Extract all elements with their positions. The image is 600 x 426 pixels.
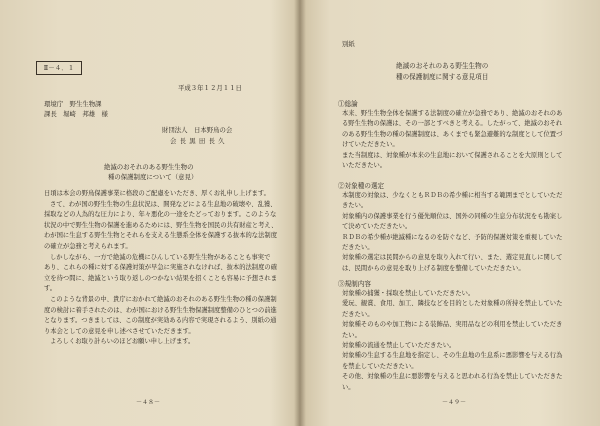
left-page bbox=[0, 0, 296, 426]
body-line: 日頃は本会の野鳥保護事業に格段のご配慮をいただき、厚くお礼申し上げます。 bbox=[44, 190, 270, 197]
sender-name: 会 長 黒 田 長 久 bbox=[170, 137, 226, 145]
section-line: 対象種の流通を禁止していただきたい。 bbox=[342, 342, 456, 350]
section-line: 対象種の捕獲・採取を禁止していただきたい。 bbox=[342, 290, 475, 297]
section-line: い。 bbox=[342, 383, 355, 391]
section-line: 本制度の対象は、少なくともＲＤＢの希少種に相当する範囲までとしていただ bbox=[342, 192, 563, 199]
letter-body bbox=[44, 189, 277, 348]
body-line: す。 bbox=[44, 285, 57, 293]
section-regulations bbox=[338, 279, 562, 393]
sender-org: 財団法人 日本野鳥の会 bbox=[162, 126, 233, 134]
section-line: 対象種の生息する生息地を指定し、その生息地の生息系に悪影響を与える行為 bbox=[342, 352, 563, 360]
page-number-right: －４９－ bbox=[442, 399, 467, 406]
body-line: さて、わが国の野生生物の生息状況は、開発などによる生息地の破壊や、乱獲、 bbox=[50, 200, 277, 208]
body-line: 度の検討に着手されたのは、わが国における野生生物保護制度整備のひとつの前進 bbox=[44, 306, 277, 314]
section-line: また当制度は、対象種が本来の生息地において保護されることを大原則として bbox=[342, 151, 563, 159]
section-line: 本来、野生生物全体を保護する法制度の確立が急務であり、絶滅のおそれのあ bbox=[342, 110, 563, 117]
section-line: 対象種そのものや加工物による装飾品、実用品などの利用を禁止していただき bbox=[342, 321, 563, 329]
right-page bbox=[304, 0, 600, 426]
body-line: このような背景の中、貴庁におかれて絶滅のおそれのある野生生物の種の保護制 bbox=[50, 295, 277, 303]
section-line: その他、対象種の生息に悪影響を与えると思われる行為を禁止していただきた bbox=[342, 373, 563, 381]
section-line: けていただきたい。 bbox=[342, 141, 399, 149]
body-line: あり、これらの種に対する保護対策が早急に実施されなければ、抜本的法制度の確 bbox=[44, 264, 277, 272]
subject-line-1: 絶滅のおそれのある野生生物の bbox=[104, 163, 194, 171]
letter-date: 平成３年１２月１１日 bbox=[178, 84, 242, 92]
body-line: の確立が急務と考えられます。 bbox=[44, 242, 132, 250]
body-line: り本会としての意見を申し述べさせていただきます。 bbox=[44, 327, 195, 335]
section-line: のある野生生物の種の保護制度は、あくまでも緊急避難的な制度として位置づ bbox=[342, 130, 563, 138]
heading-line-2: 種の保護制度に関する意見項目 bbox=[396, 73, 489, 81]
section-line: を禁止していただきたい。 bbox=[342, 362, 418, 370]
section-line: きたい。 bbox=[342, 202, 368, 210]
section-line: て決めていただきたい。 bbox=[342, 223, 412, 231]
section-line: いただきたい。 bbox=[342, 162, 387, 170]
section-general bbox=[338, 99, 562, 171]
section-line: ＲＤＢの希少種が絶滅種になるのを防ぐなど、予防的保護対策を重視していた bbox=[342, 233, 563, 241]
recipient-org: 環境庁 野生生物課 bbox=[44, 100, 102, 108]
body-line: 状況の中で野生生物の保護を進めるためには、野生生物を国民の共有財産と考え、 bbox=[44, 221, 278, 229]
section-line: 対象種内の保護事業を行う優先順位は、国外の同種の生息分布状況をも勘案し bbox=[342, 212, 563, 220]
heading-line-1: 絶滅のおそれのある野生生物の bbox=[396, 62, 489, 70]
section-line: る野生生物の保護は、その一部とすべきと考える。したがって、絶滅のおそれ bbox=[342, 120, 563, 128]
subject-line-2: 種の保護制度について（意見） bbox=[108, 173, 198, 181]
section-line: だきたい。 bbox=[342, 244, 374, 252]
section-title: ①総論 bbox=[338, 100, 358, 108]
section-species-selection bbox=[338, 181, 562, 274]
section-line: は、民間からの意見を取り上げる制度を整備していただきたい。 bbox=[342, 264, 525, 272]
body-line: しかしながら、一方で絶滅の危機にひんしている野生生物があることも事実で bbox=[50, 253, 271, 261]
body-line: わが国に生息する野生生物とそれらを支える生態系全体を保護する抜本的な法制度 bbox=[44, 232, 277, 240]
document-id-box: Ⅱ－４．１ bbox=[36, 61, 82, 75]
body-line: となります。つきましては、この制度が実効ある内容で実現されるよう、別紙の通 bbox=[44, 317, 277, 325]
section-line: だきたい。 bbox=[342, 310, 374, 318]
body-line: 立を待つ間に、絶滅という取り返しのつかない結果を招くことも容易に予想されま bbox=[44, 274, 277, 282]
body-line: 採取などの人為的な圧力により、年々悪化の一途をたどっております。このような bbox=[44, 211, 277, 219]
section-line: 対象種の選定は民間からの意見を取り入れて行い、また、選定見直しに関して bbox=[342, 254, 563, 262]
page-number-left: －４８－ bbox=[136, 399, 161, 406]
recipient-name: 課長 堀崎 邦雄 様 bbox=[44, 110, 108, 118]
section-line: たい。 bbox=[342, 331, 361, 339]
body-line: よろしくお取り計らいのほどお願い申し上げます。 bbox=[50, 338, 195, 346]
attachment-label: 別紙 bbox=[342, 40, 355, 48]
section-line: 愛玩、観賞、食用、加工、隣技などを目的とした対象種の所持を禁止していた bbox=[342, 300, 563, 308]
section-title: ③規制内容 bbox=[338, 280, 371, 288]
section-title: ②対象種の選定 bbox=[338, 182, 385, 190]
